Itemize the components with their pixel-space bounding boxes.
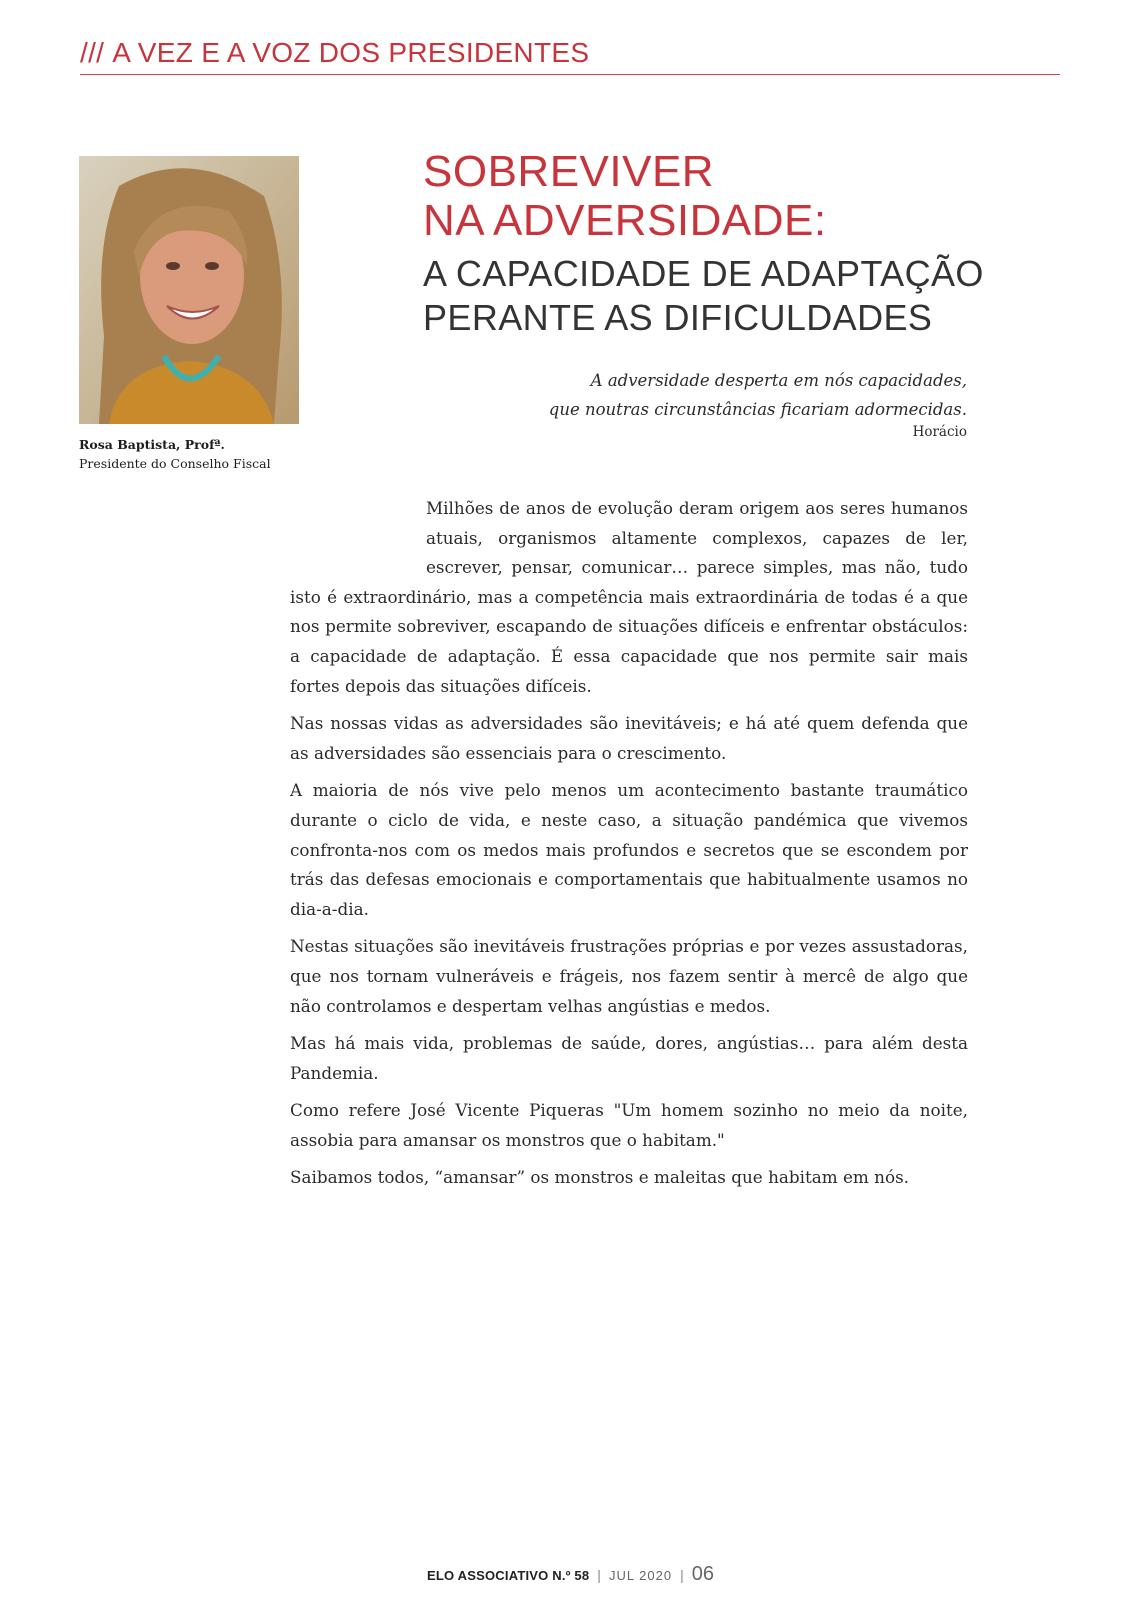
epigraph-author: Horácio: [912, 424, 967, 440]
title-line-1: SOBREVIVER: [423, 147, 715, 196]
paragraph: A maioria de nós vive pelo menos um acontecimento bastante traumático durante o ciclo de vida, e neste caso, a situação pandémica que vivemos confronta-nos com os medos mais profundos e secretos que se escondem por trás das defesas emocionais e comportamentais que habitualmente usamos no dia-a-dia.: [290, 780, 968, 919]
subtitle-line-2: PERANTE AS DIFICULDADES: [423, 297, 933, 338]
paragraph: Saibamos todos, “amansar” os monstros e maleitas que habitam em nós.: [290, 1167, 910, 1188]
section-header: [80, 36, 1060, 75]
section-title: A VEZ E A VOZ DOS PRESIDENTES: [112, 37, 590, 68]
footer-divider: |: [680, 1567, 684, 1583]
page-footer: [0, 1563, 1141, 1586]
footer-divider: |: [597, 1567, 601, 1583]
paragraph: Como refere José Vicente Piqueras "Um homem sozinho no meio da noite, assobia para amansar os monstros que o habitam.": [290, 1100, 968, 1150]
magazine-name: ELO ASSOCIATIVO N.º 58: [427, 1568, 590, 1583]
paragraph: Nestas situações são inevitáveis frustrações próprias e por vezes assustadoras, que nos tornam vulneráveis e frágeis, nos fazem sentir à mercê de algo que não controlamos e despertam velhas angústias e medos.: [290, 936, 968, 1016]
header-slashes: ///: [80, 37, 105, 68]
subtitle-line-1: A CAPACIDADE DE ADAPTAÇÃO: [423, 253, 984, 294]
epigraph-quote: [549, 366, 967, 424]
issue-date: JUL 2020: [608, 1568, 673, 1583]
page-number: 06: [691, 1563, 714, 1585]
title-line-2: NA ADVERSIDADE:: [423, 196, 827, 245]
author-photo: [79, 156, 299, 424]
epigraph-line-2: que noutras circunstâncias ficariam adormecidas.: [548, 400, 967, 419]
paragraph: Nas nossas vidas as adversidades são inevitáveis; e há até quem defenda que as adversidades são essenciais para o crescimento.: [290, 713, 968, 763]
author-name: Rosa Baptista, Profª.: [79, 437, 225, 452]
indent-spacer: [290, 494, 426, 582]
author-role: Presidente do Conselho Fiscal: [79, 456, 271, 471]
epigraph-line-1: A adversidade desperta em nós capacidades,: [590, 371, 967, 390]
article-title: [423, 147, 1043, 344]
paragraph: Milhões de anos de evolução deram origem aos seres humanos atuais, organismos altamente complexos, capazes de ler, escrever, pensar, comunicar… parece simples, mas não, tudo isto é extraordinário, mas a competência mais extraordinária de todas é a que nos permite sobreviver, escapando de situações difíceis e enfrentar obstáculos: a capacidade de adaptação. É essa capacidade que nos permite sair mais fortes depois das situações difíceis.: [290, 498, 968, 696]
paragraph: Mas há mais vida, problemas de saúde, dores, angústias… para além desta Pandemia.: [290, 1033, 968, 1083]
article-body: [290, 494, 968, 1201]
